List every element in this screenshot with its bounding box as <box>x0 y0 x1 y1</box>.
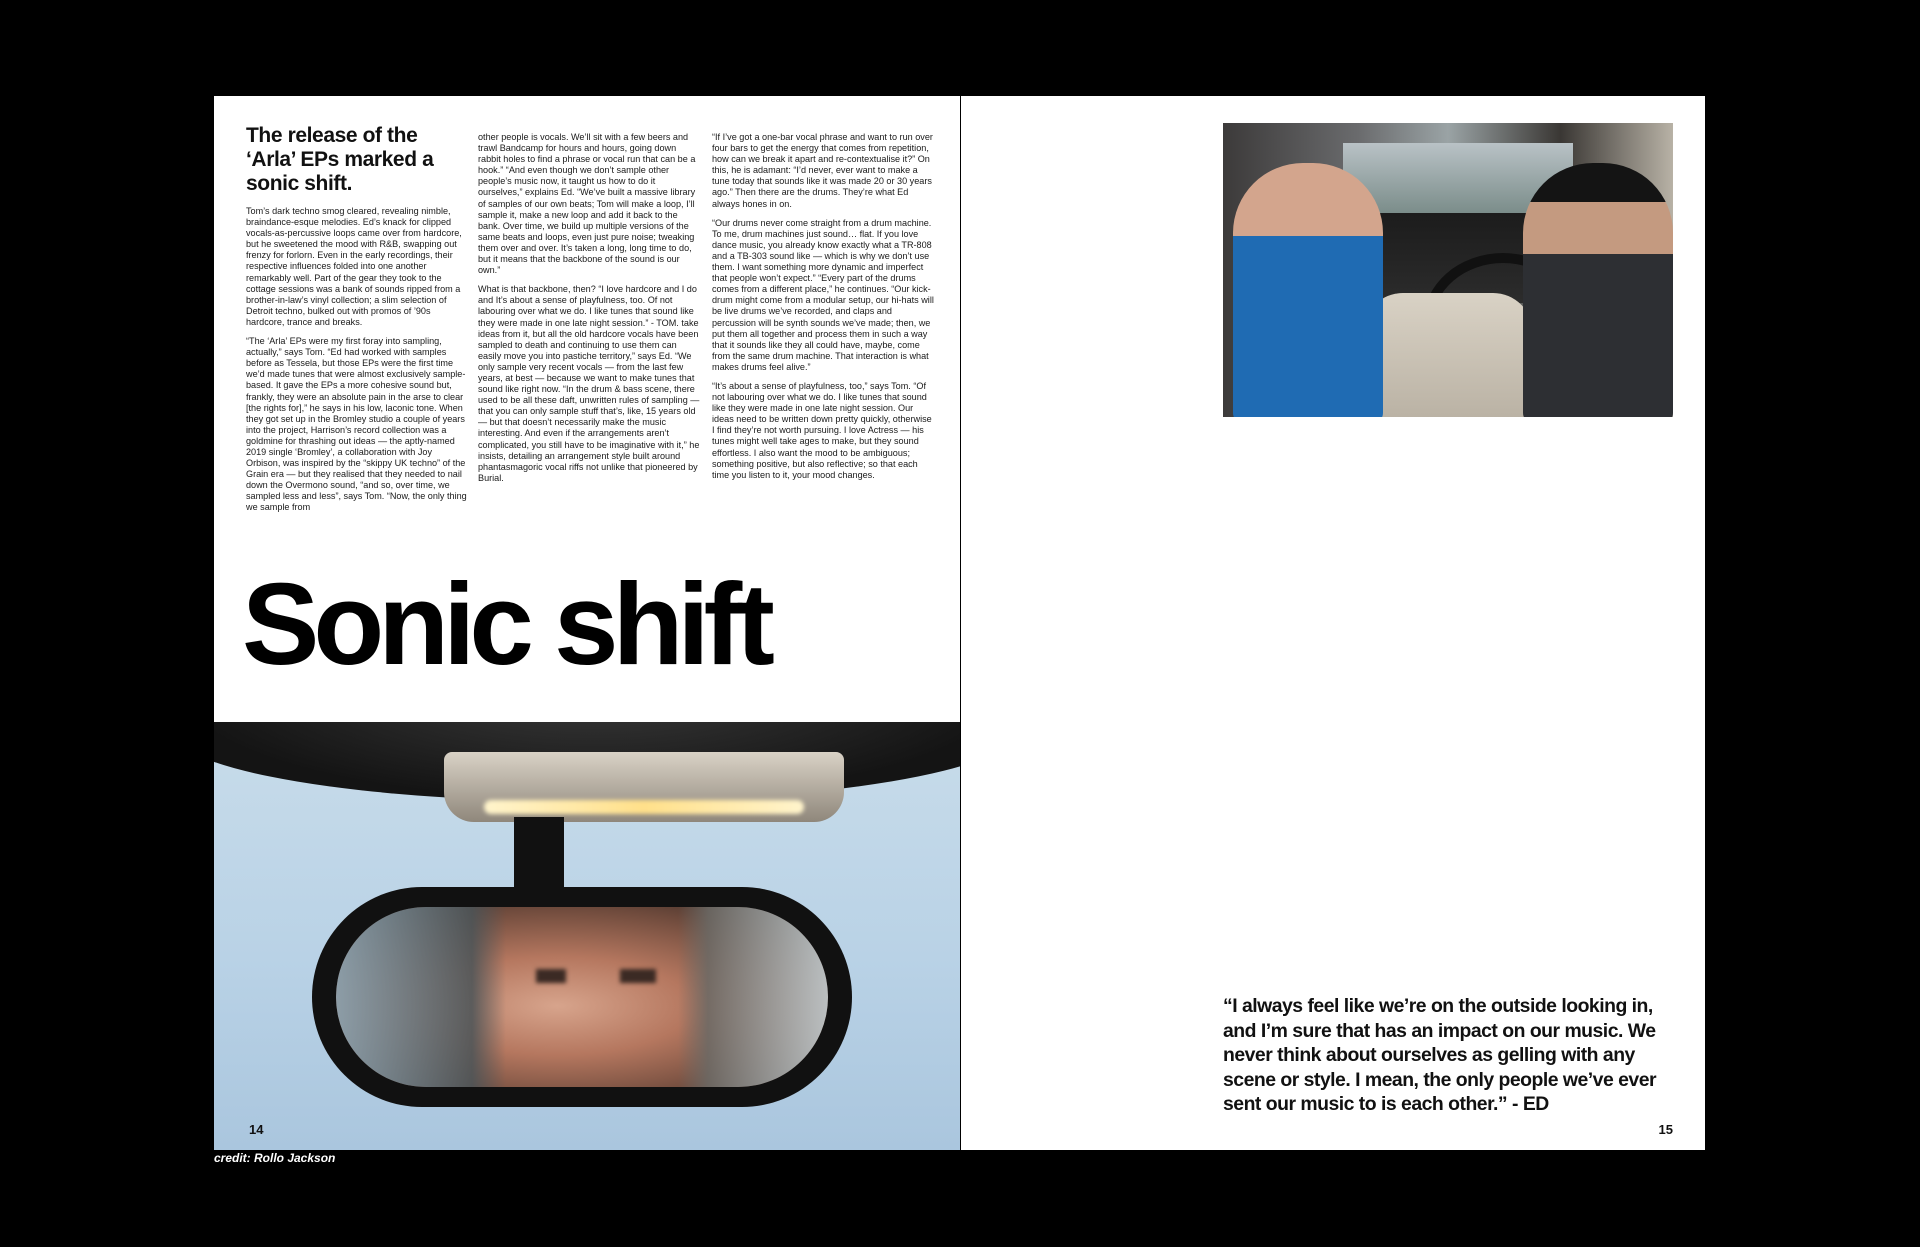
article-headline: The release of the ‘Arla’ EPs marked a sonic shift. <box>246 124 434 195</box>
car-seat <box>1363 293 1533 417</box>
reflected-eyes <box>536 969 656 983</box>
console-light <box>484 800 804 814</box>
big-title: Sonic shift <box>242 559 769 689</box>
paragraph: “If I’ve got a one-bar vocal phrase and want to run over four bars to get the energy that comes from repetition, how can we break it apart and re-contextualise it?” On this, he is adamant: “I’d never, ever want to make a tune today that sounds like it was made 20 or 30 years ago.” Then there are the drums. They’re what Ed always hones in on. <box>712 132 933 209</box>
text-column-1 <box>246 206 468 522</box>
paragraph: What is that backbone, then? “I love hardcore and I do and It’s about a sense of playfulness, too. Of not labouring over what we do. I like tunes that sound like they were made in one late night session.” - TOM. take ideas from it, but all the old hardcore vocals have been sampled to death and continuing to use them can easily move you into pastiche territory,” says Ed. “We only sample very recent vocals — from the last few years, at best — because we want to make tunes that sound like right now. “In the drum & bass scene, there used to be all these daft, unwritten rules of sampling — that you can only sample stuff that’s, like, 15 years old — but that doesn’t necessarily make the music interesting. And even if the arrangements aren’t complicated, you still have to be imaginative with it,” he insists, detailing an arrangement style built around phantasmagoric vocal riffs not unlike that pioneered by Burial. <box>478 284 700 483</box>
driver-figure <box>1523 163 1673 417</box>
page-number: 14 <box>249 1122 264 1137</box>
paragraph: other people is vocals. We’ll sit with a few beers and trawl Bandcamp for hours and hours, going down rabbit holes to find a phrase or vocal run that can be a hook.” “And even though we don’t sample other people’s music now, it taught us how to do it ourselves,” explains Ed. “We’ve built a massive library of samples of our own beats; Tom will make a loop, I’ll sample it, make a new loop and add it back to the bank. Over time, we build up multiple versions of the same beats and loops, even just pure noise; tweaking them over and over. It’s taken a long, long time to do, but it means that the backbone of the sound is our own.” <box>478 132 696 276</box>
right-page <box>961 96 1705 1150</box>
left-page <box>214 96 960 1150</box>
pull-quote: “I always feel like we’re on the outside looking in, and I’m sure that has an impact on our music. We never think about ourselves as gelling with any scene or style. I mean, the only people we’ve ever sent our music to is each other.” - ED <box>1223 995 1657 1115</box>
text-column-3 <box>712 132 934 489</box>
paragraph: Tom’s dark techno smog cleared, revealing nimble, braindance-esque melodies. Ed’s knack for clipped vocals-as-percussive loops came over from hardcore, but he sweetened the mood with R&B, swapping out frenzy for forlorn. Even in the early recordings, their respective influences folded into one another remarkably well. Part of the gear they took to the cottage sessions was a bank of sounds ripped from a brother-in-law’s vinyl collection; a slim selection of Detroit techno, bulked out with promos of ’90s hardcore, trance and breaks. <box>246 206 462 327</box>
paragraph: “Our drums never come straight from a drum machine. To me, drum machines just sound… flat. If you love dance music, you already know exactly what a TR-808 and a TB-303 sound like — which is why we don’t use them. I want something more dynamic and imperfect that people won’t expect.” “Every part of the drums comes from a different place,” he continues. “Our kick-drum might come from a modular setup, our hi-hats will be live drums we’ve recorded, and claps and percussion will be synth sounds we’ve made; then, we put them all together and process them in such a way that it sounds like they all could have, maybe, come from the same drum machine. That interaction is what makes drums feel alive.” <box>712 217 934 372</box>
rear-view-mirror-photo <box>214 722 960 1150</box>
car-interior-photo <box>1223 123 1673 417</box>
photo-credit: credit: Rollo Jackson <box>214 1151 336 1165</box>
paragraph: “The ‘Arla’ EPs were my first foray into sampling, actually,” says Tom. “Ed had worked with samples before as Tessela, but those EPs were the first time we’d made tunes that were almost exclusively sample-based. It gave the EPs a more cohesive sound but, frankly, they were an absolute pain in the arse to clear [the rights for],” he says in his low, laconic tone. When they got set up in the Bromley studio a couple of years into the project, Harrison’s record collection was a goldmine for thrashing out ideas — the aptly-named 2019 single ‘Bromley’, a collaboration with Joy Orbison, was inspired by the “skippy UK techno” of the Grain era — but they realised that they needed to nail down the Overmono sound, “and so, over time, we sampled less and less”, says Tom. “Now, the only thing we sample from <box>246 336 467 513</box>
text-column-2 <box>478 132 700 492</box>
mirror-reflection <box>336 907 828 1087</box>
paragraph: “It’s about a sense of playfulness, too,” says Tom. “Of not labouring over what we do. I like tunes that sound like they were made in one late night session. Our ideas need to be written down pretty quickly, otherwise I find they’re not worth pursuing. I love Actress — his tunes might well take ages to make, but they sound effortless. I also want the mood to be ambiguous; something positive, but also reflective; so that each time you listen to it, your mood changes. <box>712 380 932 480</box>
page-number: 15 <box>1658 1122 1673 1137</box>
passenger-figure <box>1233 163 1383 417</box>
mirror-mount <box>514 817 564 897</box>
